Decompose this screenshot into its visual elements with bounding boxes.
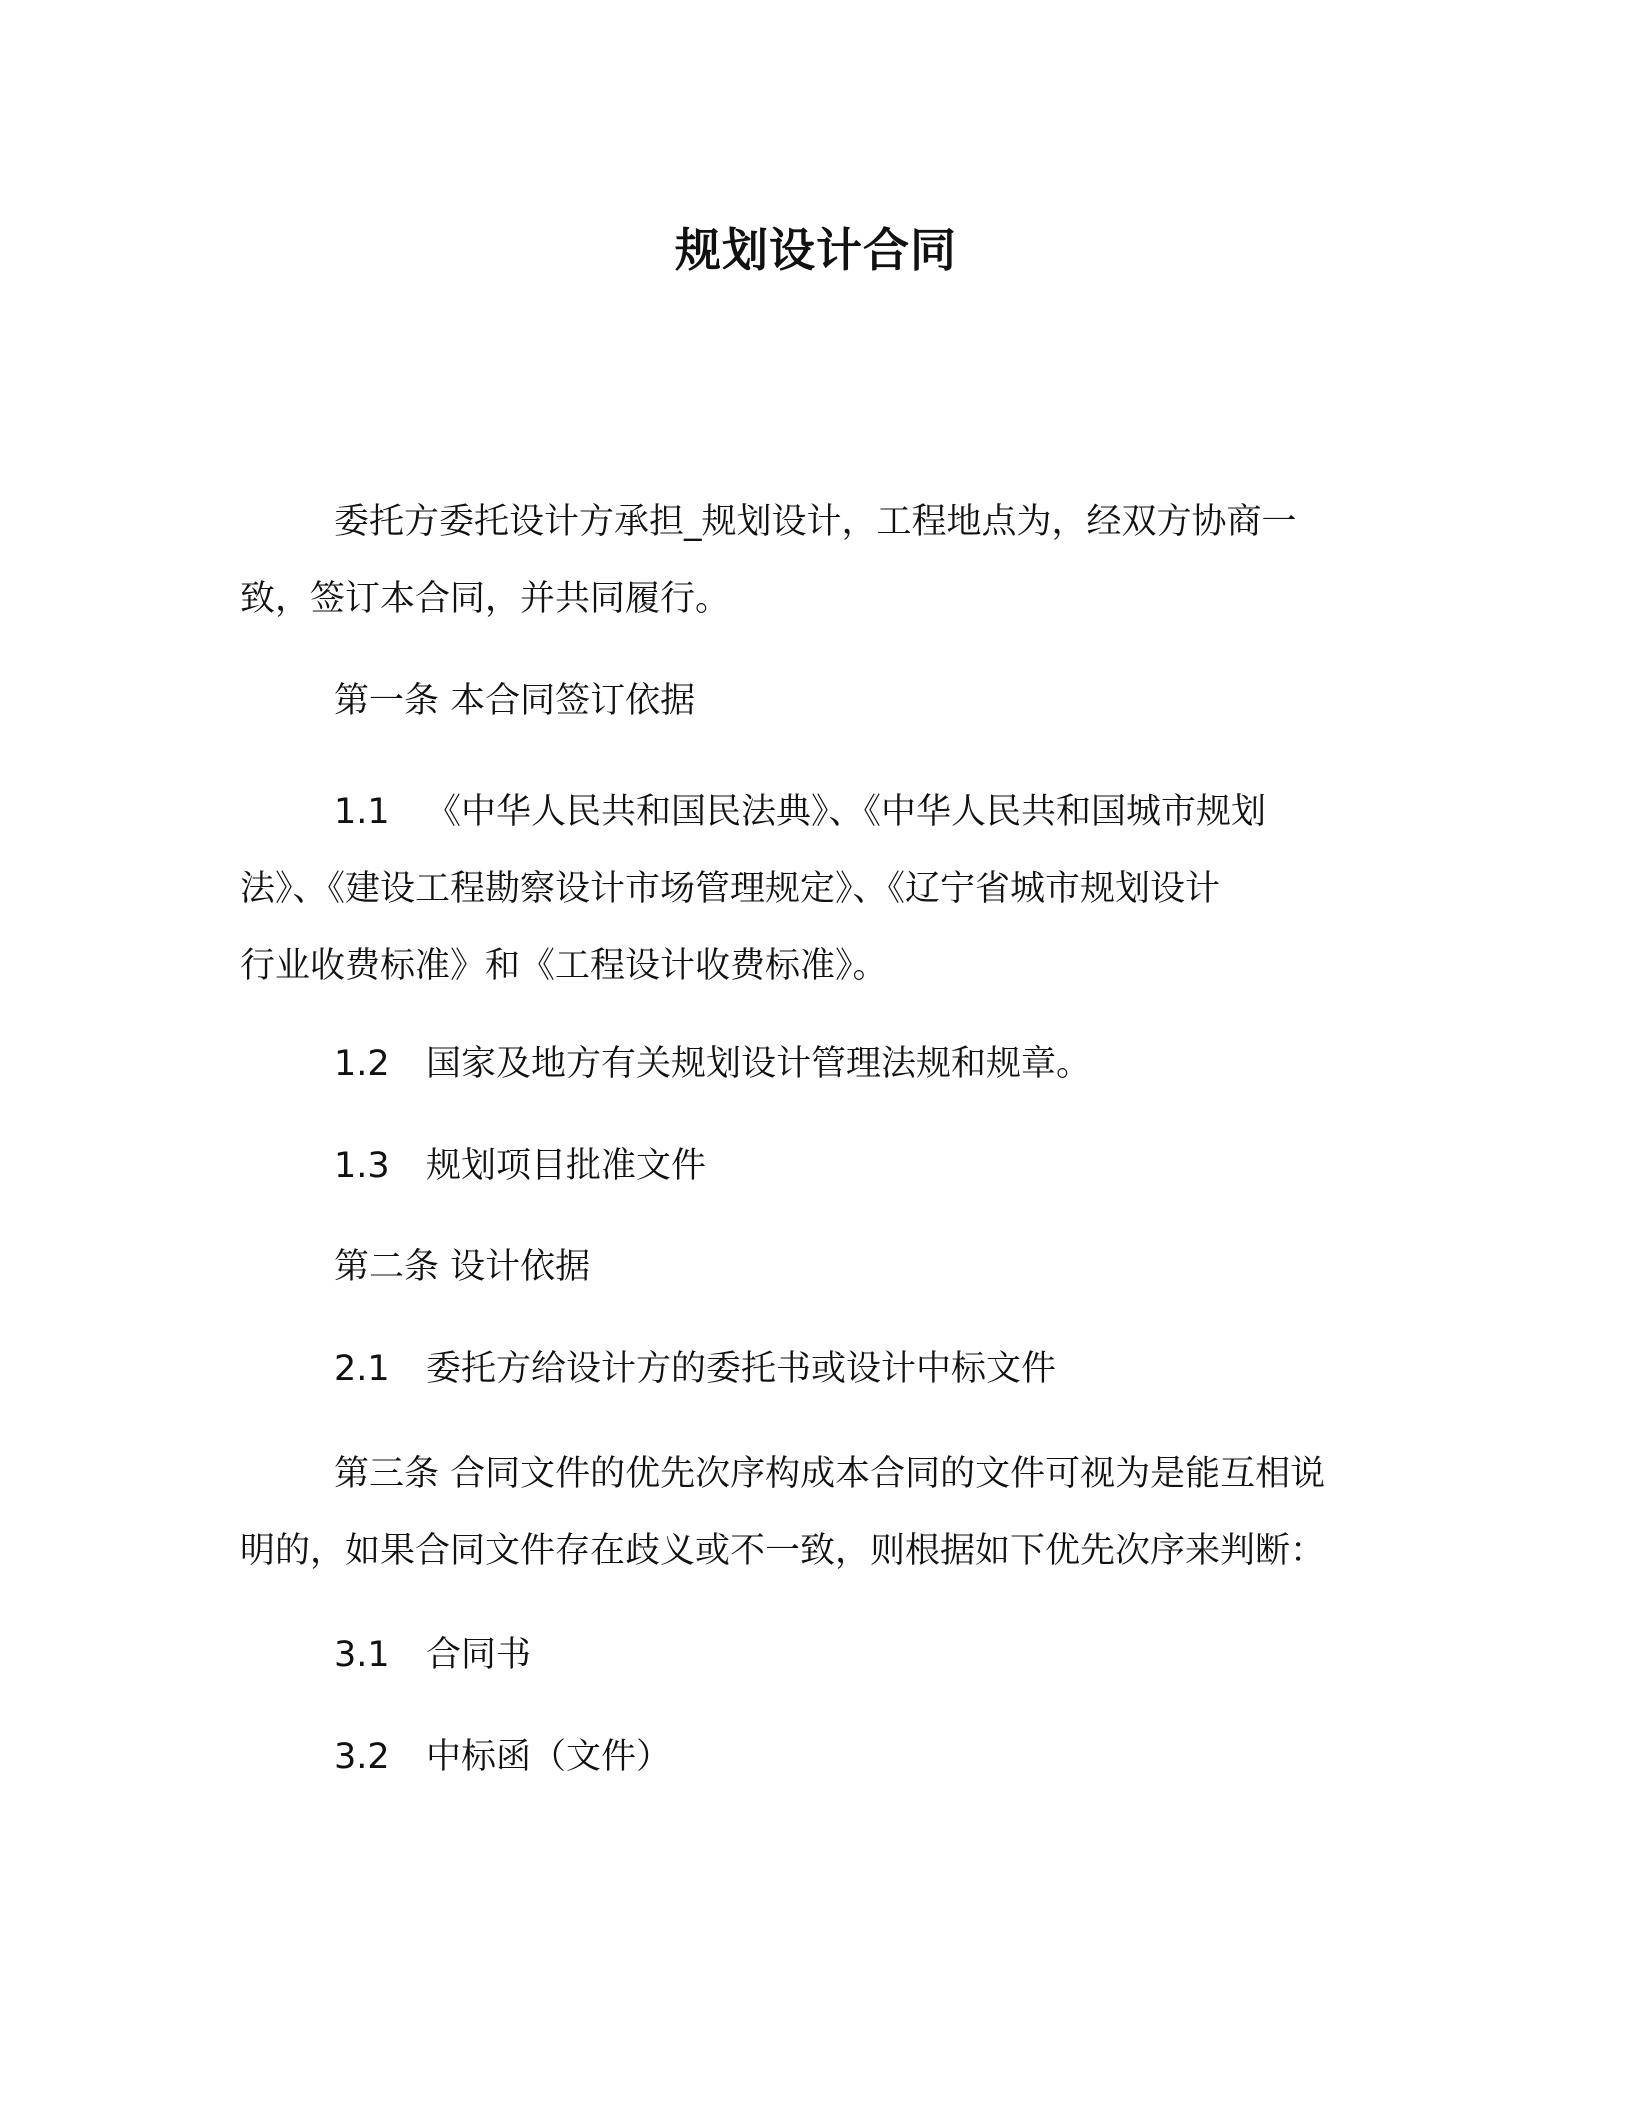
clause-1-2: [240, 1026, 1392, 1103]
intro-paragraph: [240, 484, 1392, 638]
clause-text: 委托方给设计方的委托书或设计中标文件: [426, 1349, 1057, 1389]
clause-1-1: [240, 774, 1392, 1005]
article-2-heading-block: [240, 1229, 1392, 1306]
clause-text: 国家及地方有关规划设计管理法规和规章。: [426, 1044, 1092, 1084]
clause-number: 2.1: [334, 1349, 390, 1389]
clause-3-1: [240, 1617, 1392, 1694]
clause-number: 3.2: [334, 1737, 390, 1777]
clause-text: 规划项目批准文件: [426, 1146, 707, 1186]
clause-text: 合同书: [426, 1635, 532, 1675]
clause-number: 1.2: [334, 1044, 390, 1084]
clause-2-1: [240, 1331, 1392, 1408]
clause-1-1-line-3: 行业收费标准》和《工程设计收费标准》。: [240, 946, 888, 986]
article-1-heading: 第一条 本合同签订依据: [334, 681, 696, 721]
clause-1-1-line-1: [240, 774, 1392, 851]
intro-line-2: 致，签订本合同，并共同履行。: [240, 579, 731, 619]
article-1-heading-block: [240, 663, 1392, 740]
article-2-heading: 第二条 设计依据: [334, 1247, 591, 1287]
intro-line-1: 委托方委托设计方承担_规划设计，工程地点为，经双方协商一: [334, 502, 1297, 542]
clause-text: 中标函（文件）: [426, 1737, 672, 1777]
clause-3-2: [240, 1719, 1392, 1796]
clause-1-3: [240, 1128, 1392, 1205]
clause-text: 《中华人民共和国民法典》、《中华人民共和国城市规划: [426, 792, 1267, 832]
article-3-paragraph: [240, 1436, 1392, 1590]
article-3-line-2: 明的，如果合同文件存在歧义或不一致，则根据如下优先次序来判断：: [240, 1531, 1326, 1571]
document-title: 规划设计合同: [675, 223, 957, 277]
article-3-line-1: 第三条 合同文件的优先次序构成本合同的文件可视为是能互相说: [334, 1454, 1326, 1494]
clause-1-1-line-2: 法》、《建设工程勘察设计市场管理规定》、《辽宁省城市规划设计: [240, 869, 1221, 909]
clause-number: 3.1: [334, 1635, 390, 1675]
clause-number: 1.1: [334, 792, 390, 832]
clause-number: 1.3: [334, 1146, 390, 1186]
